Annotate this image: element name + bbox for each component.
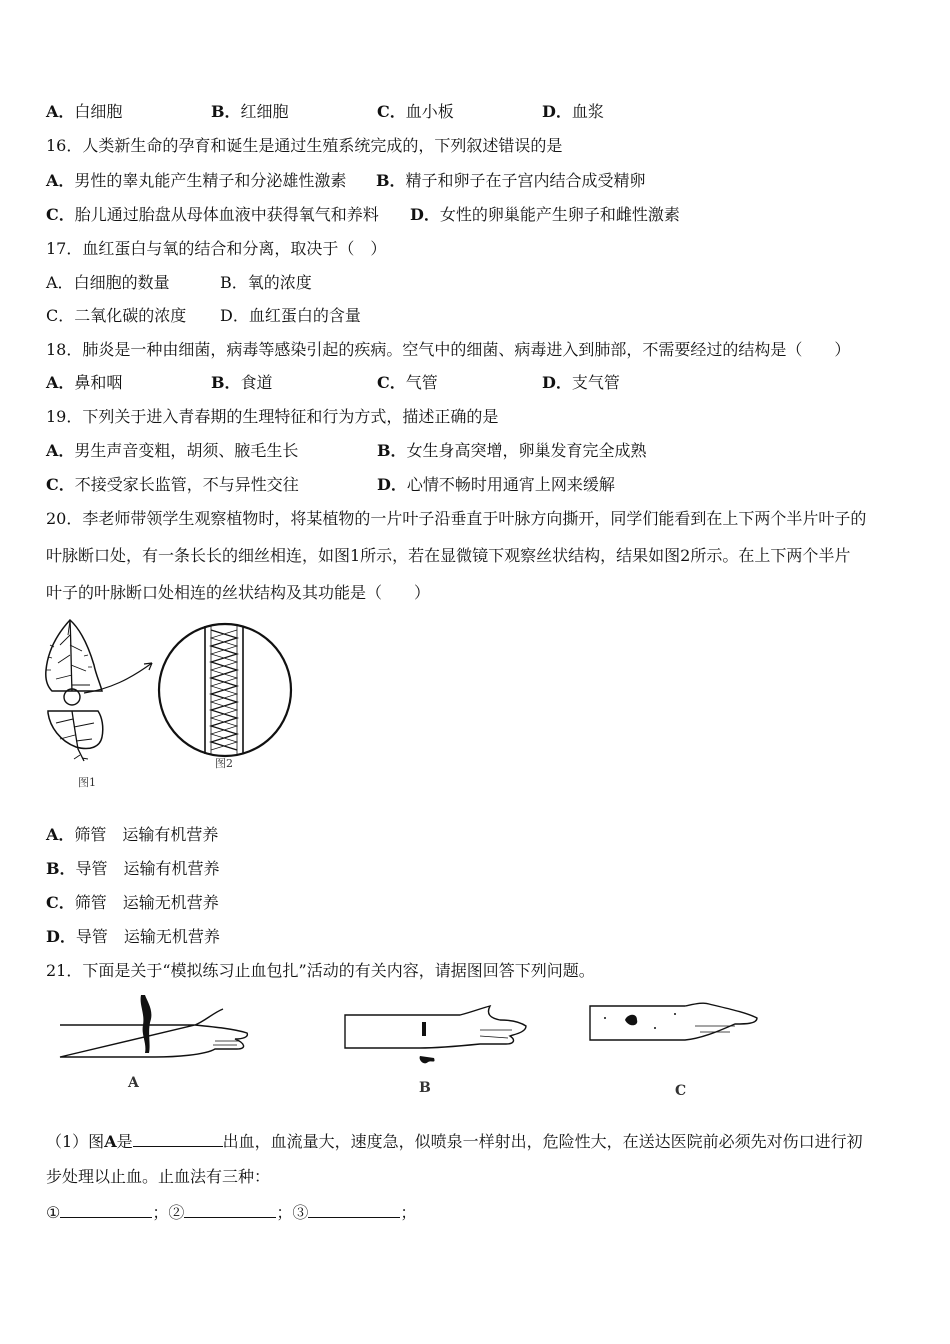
q15-option-b[interactable] xyxy=(211,102,289,122)
q21-stem: 21．下面是关于“模拟练习止血包扎”活动的有关内容，请据图回答下列问题。 xyxy=(46,961,595,980)
option-text: 白细胞 xyxy=(74,102,123,121)
blank-end: ； xyxy=(400,1203,417,1222)
sub1-rest: 出血，血流量大，速度急，似喷泉一样射出，危险性大，在送达医院前必须先对伤口进行初 xyxy=(222,1132,863,1151)
arm-c-label: C xyxy=(675,1083,687,1099)
option-text: 支气管 xyxy=(571,373,620,392)
option-label: B． xyxy=(376,171,406,190)
option-label: C． xyxy=(377,102,406,121)
option-label: D． xyxy=(542,102,572,121)
option-label: B． xyxy=(211,102,241,121)
option-label: A． xyxy=(46,441,75,460)
q15-option-c[interactable] xyxy=(377,102,454,122)
q18-option-c[interactable] xyxy=(377,373,438,393)
arm-figure-a xyxy=(55,995,255,1075)
figure-1-caption: 图1 xyxy=(78,776,96,789)
option-text: 血浆 xyxy=(571,102,604,121)
q19-stem: 19．下列关于进入青春期的生理特征和行为方式，描述正确的是 xyxy=(46,407,499,426)
q16-option-d[interactable] xyxy=(410,205,680,225)
option-label: B． xyxy=(211,373,241,392)
q16-option-b[interactable] xyxy=(376,171,646,191)
answer-blank-2[interactable] xyxy=(184,1201,276,1218)
q16-stem: 16．人类新生命的孕育和诞生是通过生殖系统完成的，下列叙述错误的是 xyxy=(46,136,563,155)
option-label: A． xyxy=(46,171,75,190)
option-text: 不接受家长监管，不与异性交往 xyxy=(74,475,299,494)
option-text: 筛管 运输无机营养 xyxy=(74,893,219,912)
option-label: D． xyxy=(542,373,572,392)
answer-blank-3[interactable] xyxy=(308,1201,400,1218)
option-text: 鼻和咽 xyxy=(74,373,123,392)
option-label: C． xyxy=(46,306,75,325)
figure-2-caption: 图2 xyxy=(215,757,233,770)
q17-stem: 17．血红蛋白与氧的结合和分离，取决于（ ） xyxy=(46,239,387,258)
option-text: 胎儿通过胎盘从母体血液中获得氧气和养料 xyxy=(74,205,379,224)
arm-a-label: A xyxy=(128,1075,139,1091)
option-label: A． xyxy=(46,373,75,392)
option-label: C． xyxy=(46,893,75,912)
option-text: 精子和卵子在子宫内结合成受精卵 xyxy=(405,171,646,190)
leaf-figure-1 xyxy=(40,615,160,765)
q20-option-c[interactable] xyxy=(46,893,219,913)
option-label: D． xyxy=(46,927,76,946)
answer-blank-bleed-type[interactable] xyxy=(133,1130,223,1147)
option-text: 导管 运输有机营养 xyxy=(75,859,220,878)
q16-option-c[interactable] xyxy=(46,205,379,225)
option-label: A． xyxy=(46,825,75,844)
sub1-is: 是 xyxy=(116,1132,133,1151)
blank-marker-3: ；③ xyxy=(276,1203,309,1222)
q17-option-c[interactable] xyxy=(46,306,186,326)
q18-option-a[interactable] xyxy=(46,373,122,393)
q21-sub1-line-2: 步处理以止血。止血法有三种： xyxy=(46,1167,271,1186)
q21-blanks-row xyxy=(46,1201,416,1223)
blank-marker-1: ① xyxy=(46,1203,61,1222)
option-label: B． xyxy=(377,441,407,460)
q20-stem-line-2: 叶脉断口处，有一条长长的细丝相连，如图1所示，若在显微镜下观察丝状结构，结果如图2所示。在上下两个半片 xyxy=(46,546,851,565)
option-text: 气管 xyxy=(405,373,438,392)
option-label: C． xyxy=(46,475,75,494)
q18-stem: 18．肺炎是一种由细菌，病毒等感染引起的疾病。空气中的细菌、病毒进入到肺部，不需要经过的结构是（ ） xyxy=(46,340,851,359)
q19-option-b[interactable] xyxy=(377,441,647,461)
blank-marker-2: ；② xyxy=(152,1203,185,1222)
option-text: 红细胞 xyxy=(240,102,289,121)
sub1-figure-ref: A xyxy=(104,1132,117,1151)
option-text: 血红蛋白的含量 xyxy=(248,306,361,325)
option-label: D． xyxy=(377,475,407,494)
option-text: 男生声音变粗，胡须、腋毛生长 xyxy=(74,441,299,460)
q17-option-d[interactable] xyxy=(220,306,361,326)
q17-option-b[interactable] xyxy=(220,273,312,293)
q15-option-a[interactable] xyxy=(46,102,122,122)
option-label: A． xyxy=(46,273,74,292)
q17-option-a[interactable] xyxy=(46,273,170,293)
option-text: 女生身高突增，卵巢发育完全成熟 xyxy=(406,441,647,460)
option-text: 二氧化碳的浓度 xyxy=(74,306,187,325)
option-text: 导管 运输无机营养 xyxy=(75,927,220,946)
q19-option-a[interactable] xyxy=(46,441,298,461)
option-label: D． xyxy=(220,306,249,325)
q20-option-b[interactable] xyxy=(46,859,220,879)
sub1-prefix: （1）图 xyxy=(46,1132,105,1151)
arm-figure-b xyxy=(340,1000,530,1075)
option-text: 女性的卵巢能产生卵子和雌性激素 xyxy=(439,205,680,224)
q20-stem-line-3: 叶子的叶脉断口处相连的丝状结构及其功能是（ ） xyxy=(46,583,431,602)
q21-sub1-line-1 xyxy=(46,1130,863,1152)
answer-blank-1[interactable] xyxy=(60,1201,152,1218)
option-text: 筛管 运输有机营养 xyxy=(74,825,219,844)
option-text: 心情不畅时用通宵上网来缓解 xyxy=(406,475,615,494)
option-label: A． xyxy=(46,102,75,121)
arm-b-label: B xyxy=(419,1080,431,1096)
q18-option-b[interactable] xyxy=(211,373,273,393)
q16-option-a[interactable] xyxy=(46,171,346,191)
option-label: D． xyxy=(410,205,440,224)
q19-option-d[interactable] xyxy=(377,475,615,495)
option-text: 白细胞的数量 xyxy=(73,273,170,292)
option-text: 氧的浓度 xyxy=(247,273,312,292)
option-text: 男性的睾丸能产生精子和分泌雄性激素 xyxy=(74,171,347,190)
microscope-figure-2 xyxy=(155,620,295,760)
q15-option-d[interactable] xyxy=(542,102,604,122)
option-text: 食道 xyxy=(240,373,273,392)
q20-option-d[interactable] xyxy=(46,927,220,947)
q20-option-a[interactable] xyxy=(46,825,218,845)
option-text: 血小板 xyxy=(405,102,454,121)
option-label: B． xyxy=(220,273,248,292)
option-label: C． xyxy=(46,205,75,224)
option-label: B． xyxy=(46,859,76,878)
arm-figure-c xyxy=(585,998,765,1068)
q19-option-c[interactable] xyxy=(46,475,299,495)
q20-stem-line-1: 20．李老师带领学生观察植物时，将某植物的一片叶子沿垂直于叶脉方向撕开，同学们能看到在上下两个半片叶子的 xyxy=(46,509,867,528)
option-label: C． xyxy=(377,373,406,392)
q18-option-d[interactable] xyxy=(542,373,620,393)
